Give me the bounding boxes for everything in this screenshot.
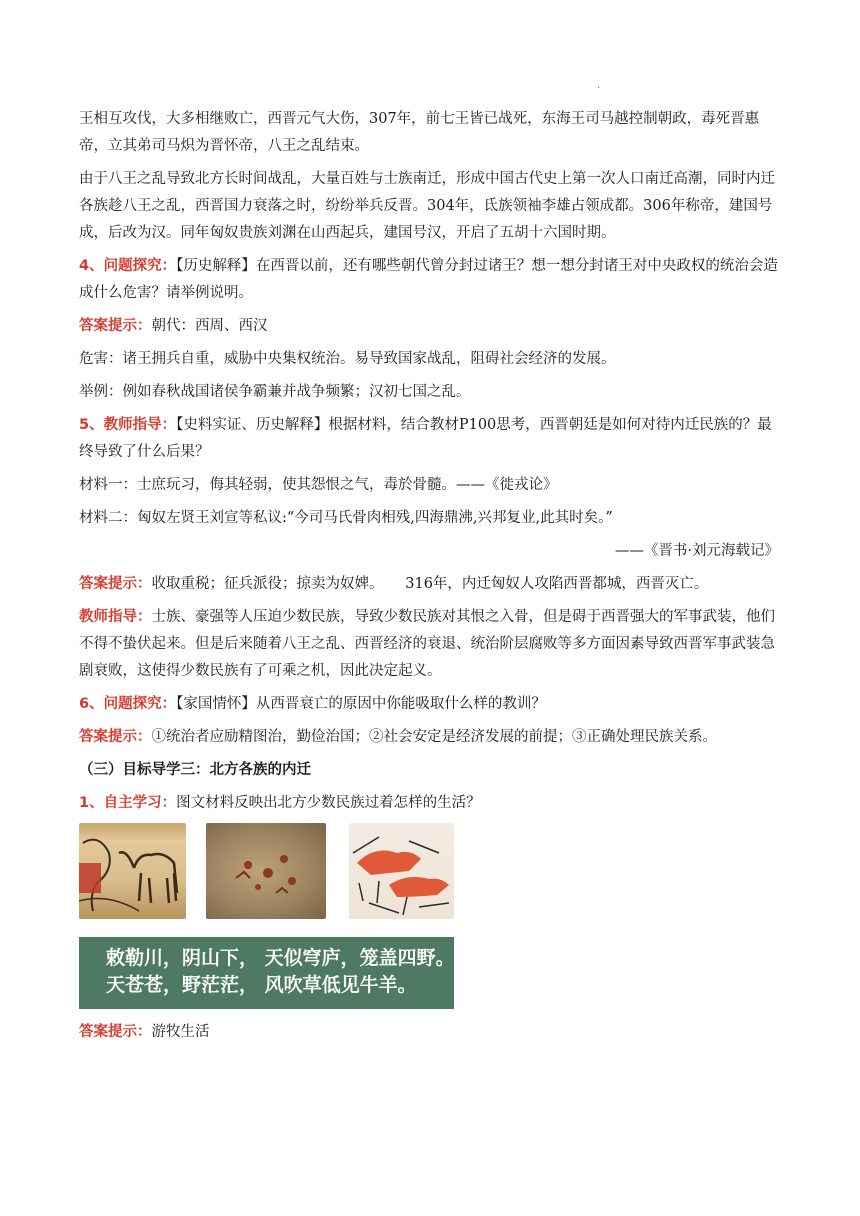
question-6-label: 6、问题探究： xyxy=(79,696,177,712)
self-study-label: 1、自主学习： xyxy=(79,795,177,811)
material-2: 材料二：匈奴左贤王刘宣等私议:“今司马氏骨肉相残,四海鼎沸,兴邦复业,此其时矣。” xyxy=(79,510,613,526)
teacher-guide xyxy=(79,604,779,685)
answer-label: 答案提示： xyxy=(79,729,152,745)
answer-text: 游牧生活 xyxy=(151,1024,210,1040)
section-3-heading: （三）目标导学三：北方各族的内迁 xyxy=(79,762,311,778)
horse-painting-image xyxy=(349,823,454,919)
answer-text: ①统治者应励精图治，勤俭治国；②社会安定是经济发展的前提；③正确处理民族关系。 xyxy=(151,729,717,745)
question-4-example: 举例：例如春秋战国诸侯争霸兼并战争频繁；汉初七国之乱。 xyxy=(79,384,471,400)
question-5-text: 【史料实证、历史解释】根据材料，结合教材P100思考，西晋朝廷是如何对待内迁民族的？最终导致了什么后果？ xyxy=(79,417,772,460)
header-dot: . xyxy=(597,80,601,91)
poem-line-1: 敕勒川，阴山下， 天似穹庐，笼盖四野。 xyxy=(106,947,455,969)
question-6 xyxy=(79,691,779,718)
image-row xyxy=(79,823,779,923)
self-study-question xyxy=(79,790,779,817)
question-4-answer xyxy=(79,313,779,340)
mural-image-camels xyxy=(79,823,186,919)
question-5-answer xyxy=(79,571,779,598)
answer-label: 答案提示： xyxy=(79,576,152,592)
self-study-text: 图文材料反映出北方少数民族过着怎样的生活？ xyxy=(176,795,481,811)
question-4-harm: 危害：诸王拥兵自重，威胁中央集权统治。易导致国家战乱，阻碍社会经济的发展。 xyxy=(79,351,616,367)
question-6-text: 【家国情怀】从西晋衰亡的原因中你能吸取什么样的教训？ xyxy=(176,696,546,712)
answer-label: 答案提示： xyxy=(79,1024,152,1040)
teacher-guide-text: 士族、豪强等人压迫少数民族，导致少数民族对其恨之入骨，但是碍于西晋强大的军事武装，他们不得不蛰伏起来。但是后来随着八王之乱、西晋经济的衰退、统治阶层腐败等多方面因素导致西晋军事武装急剧衰败，这使得少数民族有了可乘之机，因此决定起义。 xyxy=(79,609,775,679)
paragraph-eight-kings-end: 王相互攻伐，大多相继败亡，西晋元气大伤，307年，前七王皆已战死，东海王司马越控制朝政，毒死晋惠帝，立其弟司马炽为晋怀帝，八王之乱结束。 xyxy=(79,111,760,154)
question-4-label: 4、问题探究： xyxy=(79,258,177,274)
material-2-source: ——《晋书·刘元海载记》 xyxy=(614,543,779,559)
teacher-guide-label: 教师指导： xyxy=(79,609,152,625)
self-study-answer xyxy=(79,1019,779,1046)
poem-box xyxy=(79,937,454,1009)
question-5-label: 5、教师指导： xyxy=(79,417,177,433)
answer-label: 答案提示： xyxy=(79,318,152,334)
poem-line-2: 天苍苍，野茫茫， 风吹草低见牛羊。 xyxy=(106,974,417,996)
question-5 xyxy=(79,412,779,466)
rock-painting-image xyxy=(206,823,326,919)
material-1: 材料一：士庶玩习，侮其轻弱，使其怨恨之气，毒於骨髓。——《徙戎论》 xyxy=(79,477,558,493)
question-4 xyxy=(79,253,779,307)
question-6-answer xyxy=(79,724,779,751)
answer-text: 朝代：西周、西汉 xyxy=(151,318,268,334)
document-content xyxy=(79,106,779,1052)
question-4-text: 【历史解释】在西晋以前，还有哪些朝代曾分封过诸王？想一想分封诸王对中央政权的统治会造成什么危害？请举例说明。 xyxy=(79,258,778,301)
answer-text: 收取重税；征兵派役；掠卖为奴婢。 316年，内迁匈奴人攻陷西晋都城，西晋灭亡。 xyxy=(151,576,709,592)
paragraph-migration: 由于八王之乱导致北方长时间战乱，大量百姓与士族南迁，形成中国古代史上第一次人口南迁高潮，同时内迁各族趁八王之乱，西晋国力衰落之时，纷纷举兵反晋。304年，氐族领袖李雄占领成都。306年称帝，建国号成，后改为汉。同年匈奴贵族刘渊在山西起兵，建国号汉，开启了五胡十六国时期。 xyxy=(79,171,775,241)
